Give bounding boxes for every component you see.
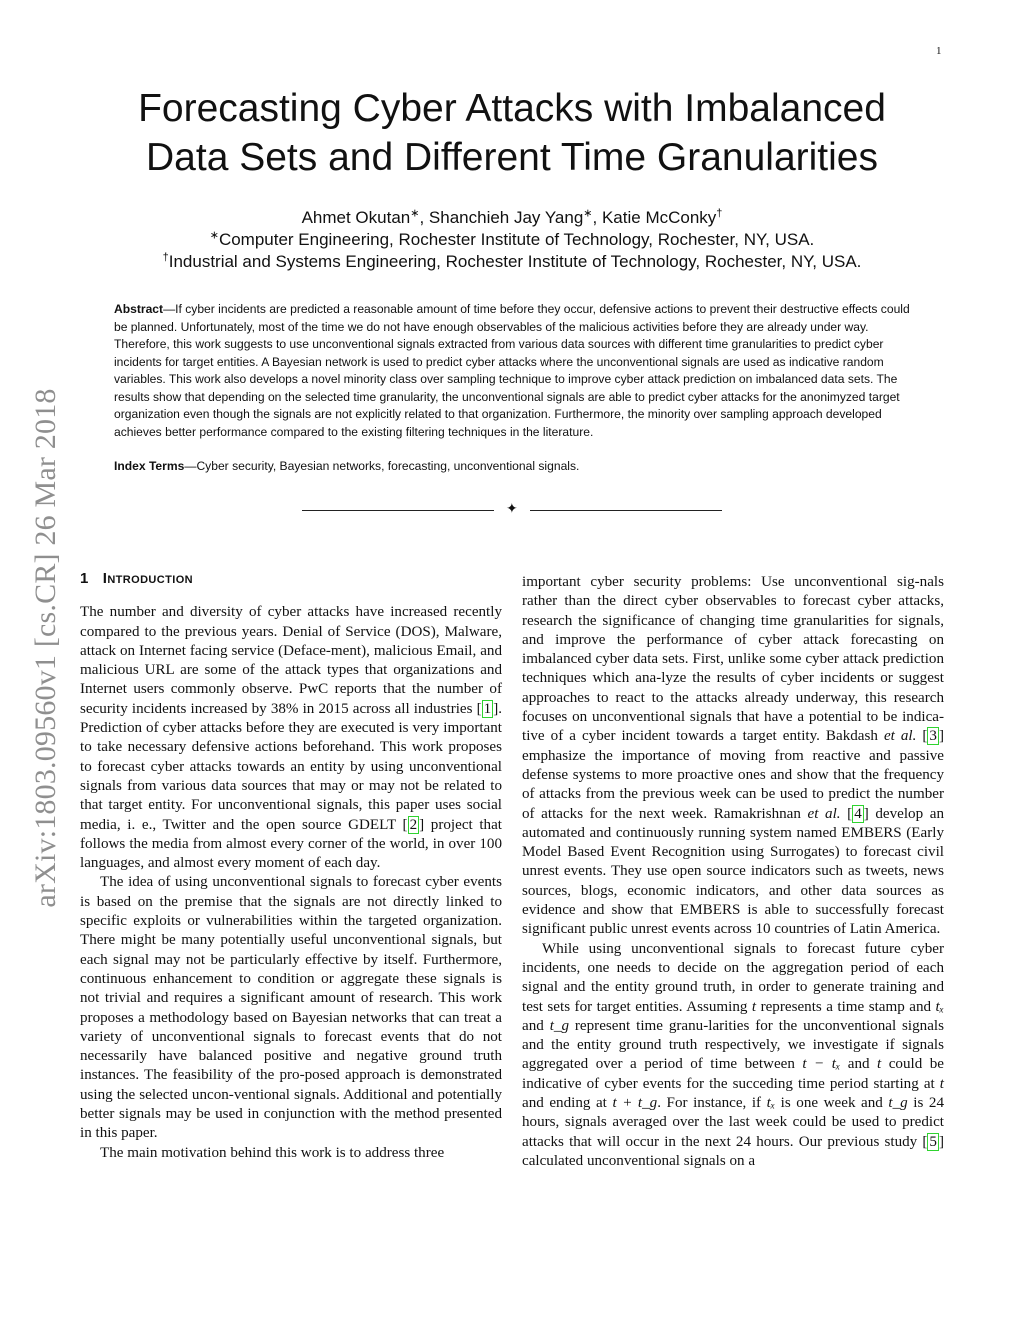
paragraph: While using unconventional signals to forecast future cyber incidents, one needs to decide on the aggregation period of each signal and the entity ground truth, in order to generate training and test sets for target entities. Assuming t represents a time stamp and tₓ and t_g represent time granu-larities for the unconventional signals and the entity ground truth respectively, we investigate if signals aggregated over a period of time between t − tₓ and t could be indicative of cyber events for the succeding time period starting at t and ending at t + t_g. For instance, if tₓ is one week and t_g is 24 hours, signals averaged over the last week could be used to predict attacks that will occur in the next 24 hours. Our previous study [ 5 ] calculated unconventional signals on a xyxy=(522,940,945,1169)
title-line-1: Forecasting Cyber Attacks with Imbalanced xyxy=(138,87,886,130)
text-run: project that follows the media from almost every corner of the world, in over 100 languages, and almost every moment of each day. xyxy=(80,816,502,872)
text-run: important cyber security problems: Use unconventional sig-nals rather than the direct cyber observables to forecast cyber attacks, research the significance of changing time granularities for signals, and improve the performance of cyber attack forecasting on imbalanced cyber data sets. First, unlike some cyber attack prediction techniques which ana-lyze the results of cyber incidents or suggest approaches to react to the attacks already underway, this research focuses on unconventional signals that have a potential to be indica-tive of a cyber incident towards a target entity. Bakdash xyxy=(522,574,944,745)
section-title-rest: ntroduction xyxy=(107,570,193,587)
divider-star-icon: ✦ xyxy=(506,502,518,517)
author-name: Ahmet Okutan xyxy=(301,208,411,227)
math-tx: tₓ xyxy=(935,998,945,1015)
text-run: and xyxy=(840,1056,878,1073)
text-run: calculated unconventional signals on a xyxy=(522,1152,756,1169)
author-list xyxy=(100,207,924,229)
affiliation-2 xyxy=(100,251,924,273)
paragraph: The number and diversity of cyber attacks have increased recently compared to the previous years. Denial of Service (DOS), Malware, attack on Internet facing service (Deface-ment), malicious Email, and malicious URL are some of the attack types that organizations and Internet users commonly observe. PwC reports that the number of security incidents increased by 38% in 2015 across all industries [ 1 ]. Prediction of cyber attacks before they are executed is very important to take necessary defensive actions beforehand. This work proposes to forecast cyber attacks towards an entity by using unconventional signals from various data sources that may or may not be related to that target entity. For unconventional signals, this paper uses social media, i. e., Twitter and the open source GDELT [ 2 ] project that follows the media from almost every corner of the world, in over 100 languages, and almost every moment of each day. xyxy=(80,604,502,872)
section-heading xyxy=(80,569,502,588)
affiliation-text: Industrial and Systems Engineering, Rochester Institute of Technology, Rochester, NY, USA. xyxy=(168,252,862,271)
paragraph: The main motivation behind this work is to address three xyxy=(100,1144,445,1161)
title-line-2: Data Sets and Different Time Granularities xyxy=(146,136,878,179)
divider-line-left xyxy=(302,510,494,511)
author-separator: , xyxy=(419,208,429,227)
et-al: et al. xyxy=(883,728,917,745)
text-run: The number and diversity of cyber attacks have increased recently compared to the previous years. Denial of Service (DOS), Malware, attack on Internet facing service (Deface-ment), malicious Email, and malicious URL are some of the attack types that organizations and Internet users commonly observe. PwC reports that the number of security incidents increased by 38% in 2015 across all industries xyxy=(80,604,502,717)
math-t: t xyxy=(751,998,757,1015)
abstract xyxy=(114,301,912,441)
affiliation-mark: † xyxy=(716,207,723,220)
et-al: et al. xyxy=(807,805,841,822)
math-tx: tₓ xyxy=(766,1095,776,1112)
text-run: . For instance, if xyxy=(657,1095,767,1112)
section-divider xyxy=(302,502,722,518)
citation-link[interactable]: 1 xyxy=(483,700,492,717)
paragraph: important cyber security problems: Use unconventional sig-nals rather than the direct cyber observables to forecast cyber attacks, research the significance of changing time granularities for signals, and improve the performance of cyber attack forecasting on imbalanced cyber data sets. First, unlike some cyber attack prediction techniques which ana-lyze the results of cyber incidents or suggest approaches to react to the attacks already underway, this research focuses on unconventional signals that have a potential to be indica-tive of a cyber incident towards a target entity. Bakdash et al. [ 3 ] emphasize the importance of moving from reactive and passive defense systems to more proactive ones and show that the frequency of attacks from the previous week can be used to predict the number of attacks for the next week. Ramakrishnan et al. [ 4 ] develop an automated and continuously running system named EMBERS (Early Model Based Event Recognition using Surrogates) to forecast civil unrest events. They use open source indicators such as tweets, news sources, blogs, economic indicators, and other data sources as evidence and show that EMBERS is able to successfully forecast significant public unrest events across 10 countries of Latin America. xyxy=(522,574,944,938)
text-run: could be indicative of cyber events for the succeding time period starting at xyxy=(522,1056,944,1092)
affiliation-1 xyxy=(100,229,924,251)
paper-title xyxy=(100,84,924,182)
text-run: and xyxy=(522,1017,550,1034)
author-name: Shanchieh Jay Yang xyxy=(428,208,584,227)
text-run: develop an automated and continuously running system named EMBERS (Early Model Based Event Recognition using Surrogates) to forecast civil unrest events. They use open source indicators such as tweets, news sources, blogs, economic indicators, and other data sources as evidence and show that EMBERS is able to successfully forecast significant public unrest events across 10 countries of Latin America. xyxy=(522,805,944,938)
citation-link[interactable]: 2 xyxy=(409,816,418,833)
section-title-initial: I xyxy=(102,570,108,587)
abstract-text: —If cyber incidents are predicted a reasonable amount of time before they occur, defensive actions to prevent their destructive effects could be planned. Unfortunately, most of the time we do not have enough observables of the malicious activities before they are already under way. Therefore, this work suggests to use unconventional signals extracted from various data sources with different time granularities to predict cyber incidents for target entities. A Bayesian network is used to predict cyber attacks where the unconventional signals are used as indicative random variables. This work also develops a novel minority class over sampling technique to improve cyber attack prediction on imbalanced data sets. The results show that depending on the selected time granularity, the unconventional signals are able to predict cyber attacks for the anonimyzed target organization even though the signals are not explicitly related to that organization. Furthermore, the minority over sampling approach developed achieves better performance compared to the existing filtering techniques in the literature. xyxy=(114,302,910,439)
index-terms-label: Index Terms xyxy=(114,459,185,473)
math-t-plus-tg: t + t_g xyxy=(612,1095,658,1112)
right-column xyxy=(522,573,944,1171)
citation-link[interactable]: 5 xyxy=(929,1133,937,1150)
text-run: . Prediction of cyber attacks before they are executed is very important to take necessary defensive actions beforehand. This work proposes to forecast cyber attacks towards an entity by using unconventional signals from various data sources that may or may not be related to that target entity. For unconventional signals, this paper uses social media, i. e., Twitter and the open source GDELT xyxy=(80,700,502,833)
math-t-minus-tx: t − tₓ xyxy=(802,1056,841,1073)
arxiv-identifier[interactable]: arXiv:1803.09560v1 [cs.CR] 26 Mar 2018 xyxy=(29,388,62,908)
math-tg: t_g xyxy=(549,1017,569,1034)
index-terms-text: —Cyber security, Bayesian networks, forecasting, unconventional signals. xyxy=(184,459,580,473)
citation-link[interactable]: 3 xyxy=(929,728,937,745)
text-run: is 24 hours, signals averaged over the last week could be used to predict attacks that will occur in the next 24 hours. Our previous study xyxy=(522,1095,944,1150)
author-name: Katie McConky xyxy=(601,208,717,227)
math-t: t xyxy=(939,1075,944,1092)
text-run: While using unconventional signals to forecast future cyber incidents, one needs to decide on the aggregation period of each signal and the entity ground truth, in order to generate training and test sets for target entities. Assuming xyxy=(522,940,944,1015)
text-run: represent time granu-larities for the unconventional signals and the entity ground truth respectively, we investigate if signals aggregated over a period of time between xyxy=(522,1017,944,1073)
abstract-label: Abstract xyxy=(114,302,164,316)
math-tg: t_g xyxy=(888,1095,908,1112)
abstract-block xyxy=(114,301,912,476)
affiliation-mark: ∗ xyxy=(209,229,219,242)
section-number: 1 xyxy=(80,570,89,587)
page-number: 1 xyxy=(936,45,942,57)
divider-line-right xyxy=(530,510,722,511)
left-column xyxy=(80,569,502,1163)
index-terms xyxy=(114,458,912,476)
affiliation-text: Computer Engineering, Rochester Institute of Technology, Rochester, NY, USA. xyxy=(218,230,815,249)
affiliation-mark: † xyxy=(162,251,169,264)
affiliation-mark: ∗ xyxy=(583,207,593,220)
text-run: emphasize the importance of moving from reactive and passive defense systems to more proactive ones and show that the frequency of attacks from the previous week can be used to predict the number of attacks for the next week. Ramakrishnan xyxy=(522,747,944,822)
author-separator: , xyxy=(592,208,602,227)
citation-link[interactable]: 4 xyxy=(854,805,862,822)
text-run: represents a time stamp and xyxy=(756,998,936,1015)
text-run: is one week and xyxy=(775,1095,889,1112)
text-run: and ending at xyxy=(522,1095,613,1112)
title-block xyxy=(100,84,924,273)
math-t: t xyxy=(877,1056,882,1073)
affiliation-mark: ∗ xyxy=(410,207,420,220)
paragraph: The idea of using unconventional signals to forecast cyber events is based on the premise that the signals are not directly linked to specific exploits or vulnerabilities within the targeted organization. There might be many potentially useful unconventional signals, but each signal may not be particularly effective by itself. Furthermore, continuous enhancement to condition or aggregate these signals is not trivial and requires a significant amount of research. This work proposes a methodology based on Bayesian networks that can treat a variety of unconventional signals to forecast events that do not necessarily have balanced positive and negative ground truth instances. The feasibility of the pro-posed approach is demonstrated using the selected uncon-ventional signals. Additional and potentially better signals may be used in conjunction with the method presented in this paper. xyxy=(80,874,502,1142)
